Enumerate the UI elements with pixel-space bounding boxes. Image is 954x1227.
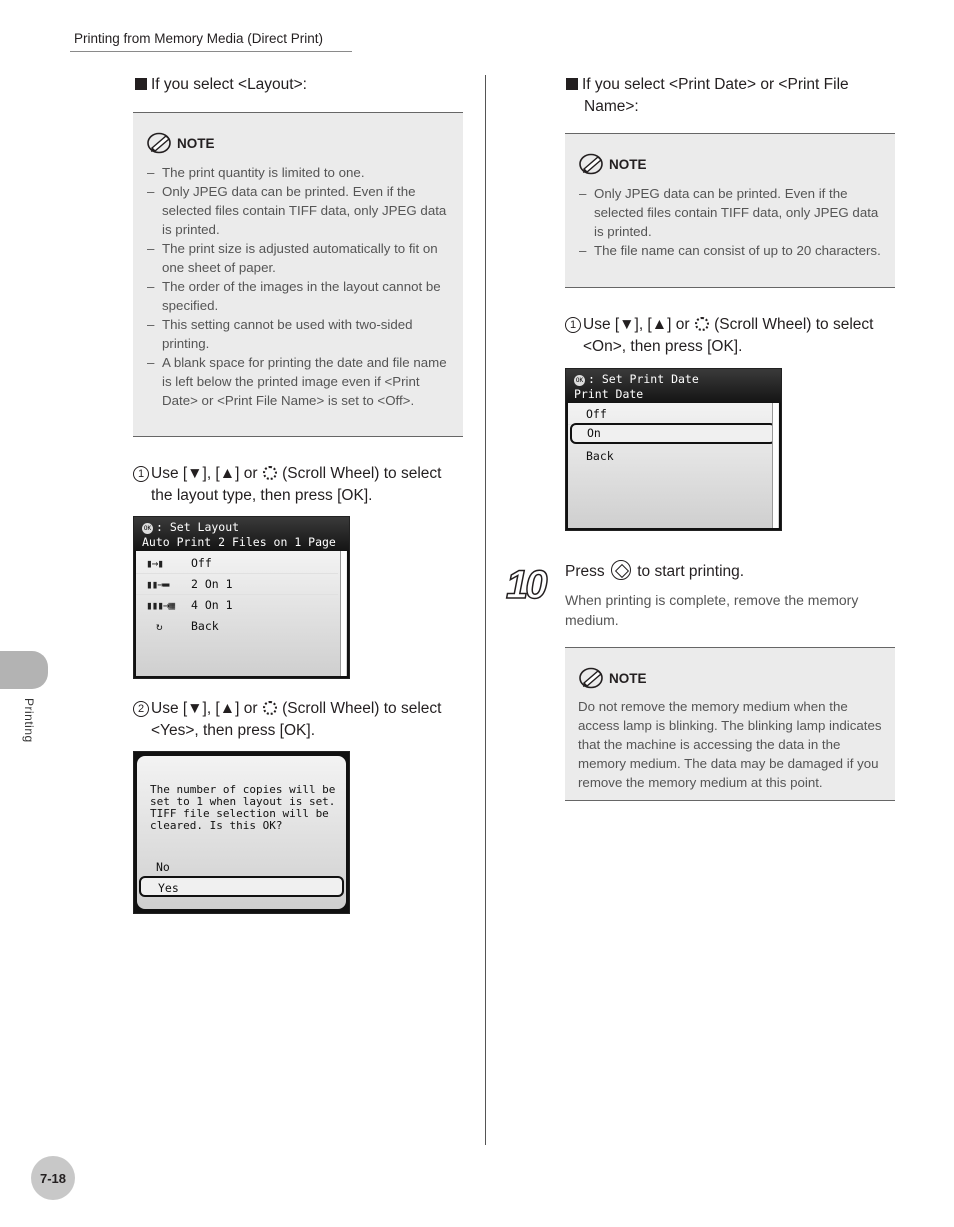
step-number: 2 xyxy=(133,701,149,717)
lcd-scrollbar[interactable] xyxy=(772,403,778,528)
lcd-option-off[interactable]: Off xyxy=(568,404,770,425)
pencil-note-icon xyxy=(579,153,605,175)
note-header xyxy=(147,132,215,154)
note-label: NOTE xyxy=(177,135,215,151)
layout-step-1: 1 Use [▼], [▲] or (Scroll Wheel) to select the layout type, then press [OK]. xyxy=(133,463,441,507)
layout-2on1-icon: ▮▮→▬ xyxy=(146,578,169,591)
ok-key-icon: OK xyxy=(575,377,584,384)
chapter-tab xyxy=(0,651,48,689)
confirm-message: The number of copies will be set to 1 when layout is set. TIFF file selection will be cleared. Is this OK? xyxy=(150,783,336,832)
option-yes-selected[interactable]: Yes xyxy=(139,876,344,897)
memory-medium-note-box xyxy=(565,647,895,801)
print-date-step-1: 1 Use [▼], [▲] or (Scroll Wheel) to select <On>, then press [OK]. xyxy=(565,314,873,358)
scroll-wheel-icon xyxy=(263,466,277,480)
note-text: Do not remove the memory medium when the access lamp is blinking. The blinking lamp indicates that the machine is accessing the data in the memory medium. The data may be damaged if you remove the memory medium at this point. xyxy=(578,699,882,790)
note-item: – The print quantity is limited to one. xyxy=(147,163,449,182)
square-bullet-icon xyxy=(566,78,578,90)
note-item: – Only JPEG data can be printed. Even if the selected files contain TIFF data, only JPEG data is printed. xyxy=(579,184,881,241)
note-item: – A blank space for printing the date and file name is left below the printed image even if <Print Date> or <Print File Name> is set to <Off>. xyxy=(147,353,449,410)
layout-step-2: 2 Use [▼], [▲] or (Scroll Wheel) to select <Yes>, then press [OK]. xyxy=(133,698,441,742)
step-number: 1 xyxy=(133,466,149,482)
lcd-list xyxy=(568,403,779,528)
pencil-note-icon xyxy=(579,667,605,689)
lcd-option-on-selected[interactable]: On xyxy=(570,423,776,444)
lcd-set-print-date xyxy=(565,368,782,531)
print-date-note-box xyxy=(565,133,895,288)
scroll-wheel-icon xyxy=(263,701,277,715)
lcd-title-bar: OK : Set Layout Auto Print 2 Files on 1 Page xyxy=(134,517,349,551)
square-bullet-icon xyxy=(135,78,147,90)
note-item: – The file name can consist of up to 20 characters. xyxy=(579,241,881,260)
lcd-layout-confirm xyxy=(133,751,350,914)
lcd-confirm-body xyxy=(137,756,346,909)
note-label: NOTE xyxy=(609,670,647,686)
scroll-wheel-icon xyxy=(695,317,709,331)
chapter-tab-label: Printing xyxy=(22,698,36,743)
start-button-icon xyxy=(611,560,631,580)
lcd-scrollbar[interactable] xyxy=(340,551,346,676)
option-no[interactable]: No xyxy=(156,860,170,874)
ok-key-icon: OK xyxy=(143,525,152,532)
note-label: NOTE xyxy=(609,156,647,172)
page-number: 7-18 xyxy=(31,1156,75,1200)
lcd-set-layout xyxy=(133,516,350,679)
column-divider xyxy=(485,75,486,1145)
note-item: – Only JPEG data can be printed. Even if the selected files contain TIFF data, only JPEG data is printed. xyxy=(147,182,449,239)
layout-4on1-icon: ▮▮▮→▦ xyxy=(146,599,175,612)
lcd-option-2on1[interactable]: ▮▮→▬ 2 On 1 xyxy=(136,574,338,595)
layout-single-icon: ▮→▮ xyxy=(146,557,163,570)
back-arrow-icon: ↻ xyxy=(156,620,162,633)
running-header: Printing from Memory Media (Direct Print) xyxy=(74,31,324,46)
lcd-list xyxy=(136,551,347,676)
layout-section-heading: If you select <Layout>: xyxy=(135,74,307,96)
lcd-option-back[interactable]: Back xyxy=(586,449,614,463)
lcd-option-4on1[interactable]: ▮▮▮→▦ 4 On 1 xyxy=(136,595,338,616)
note-list xyxy=(147,163,449,410)
pencil-note-icon xyxy=(147,132,173,154)
note-list xyxy=(579,184,881,260)
step-number: 1 xyxy=(565,317,581,333)
note-header xyxy=(579,153,647,175)
lcd-title-bar: OK : Set Print Date Print Date xyxy=(566,369,781,403)
note-item: – The print size is adjusted automatically to fit on one sheet of paper. xyxy=(147,239,449,277)
print-date-section-heading: If you select <Print Date> or <Print File Name>: xyxy=(566,74,849,118)
lcd-option-back[interactable]: ↻ Back xyxy=(156,619,219,633)
lcd-option-off[interactable]: ▮→▮ Off xyxy=(136,553,338,574)
layout-note-box xyxy=(133,112,463,437)
step-10-number: 10 xyxy=(506,563,545,607)
note-header xyxy=(579,667,647,689)
step-10-description: When printing is complete, remove the memory medium. xyxy=(565,592,859,628)
note-item: – The order of the images in the layout cannot be specified. xyxy=(147,277,449,315)
note-item: – This setting cannot be used with two-sided printing. xyxy=(147,315,449,353)
header-rule xyxy=(70,51,352,52)
step-10-instruction: Press to start printing. xyxy=(565,560,744,583)
